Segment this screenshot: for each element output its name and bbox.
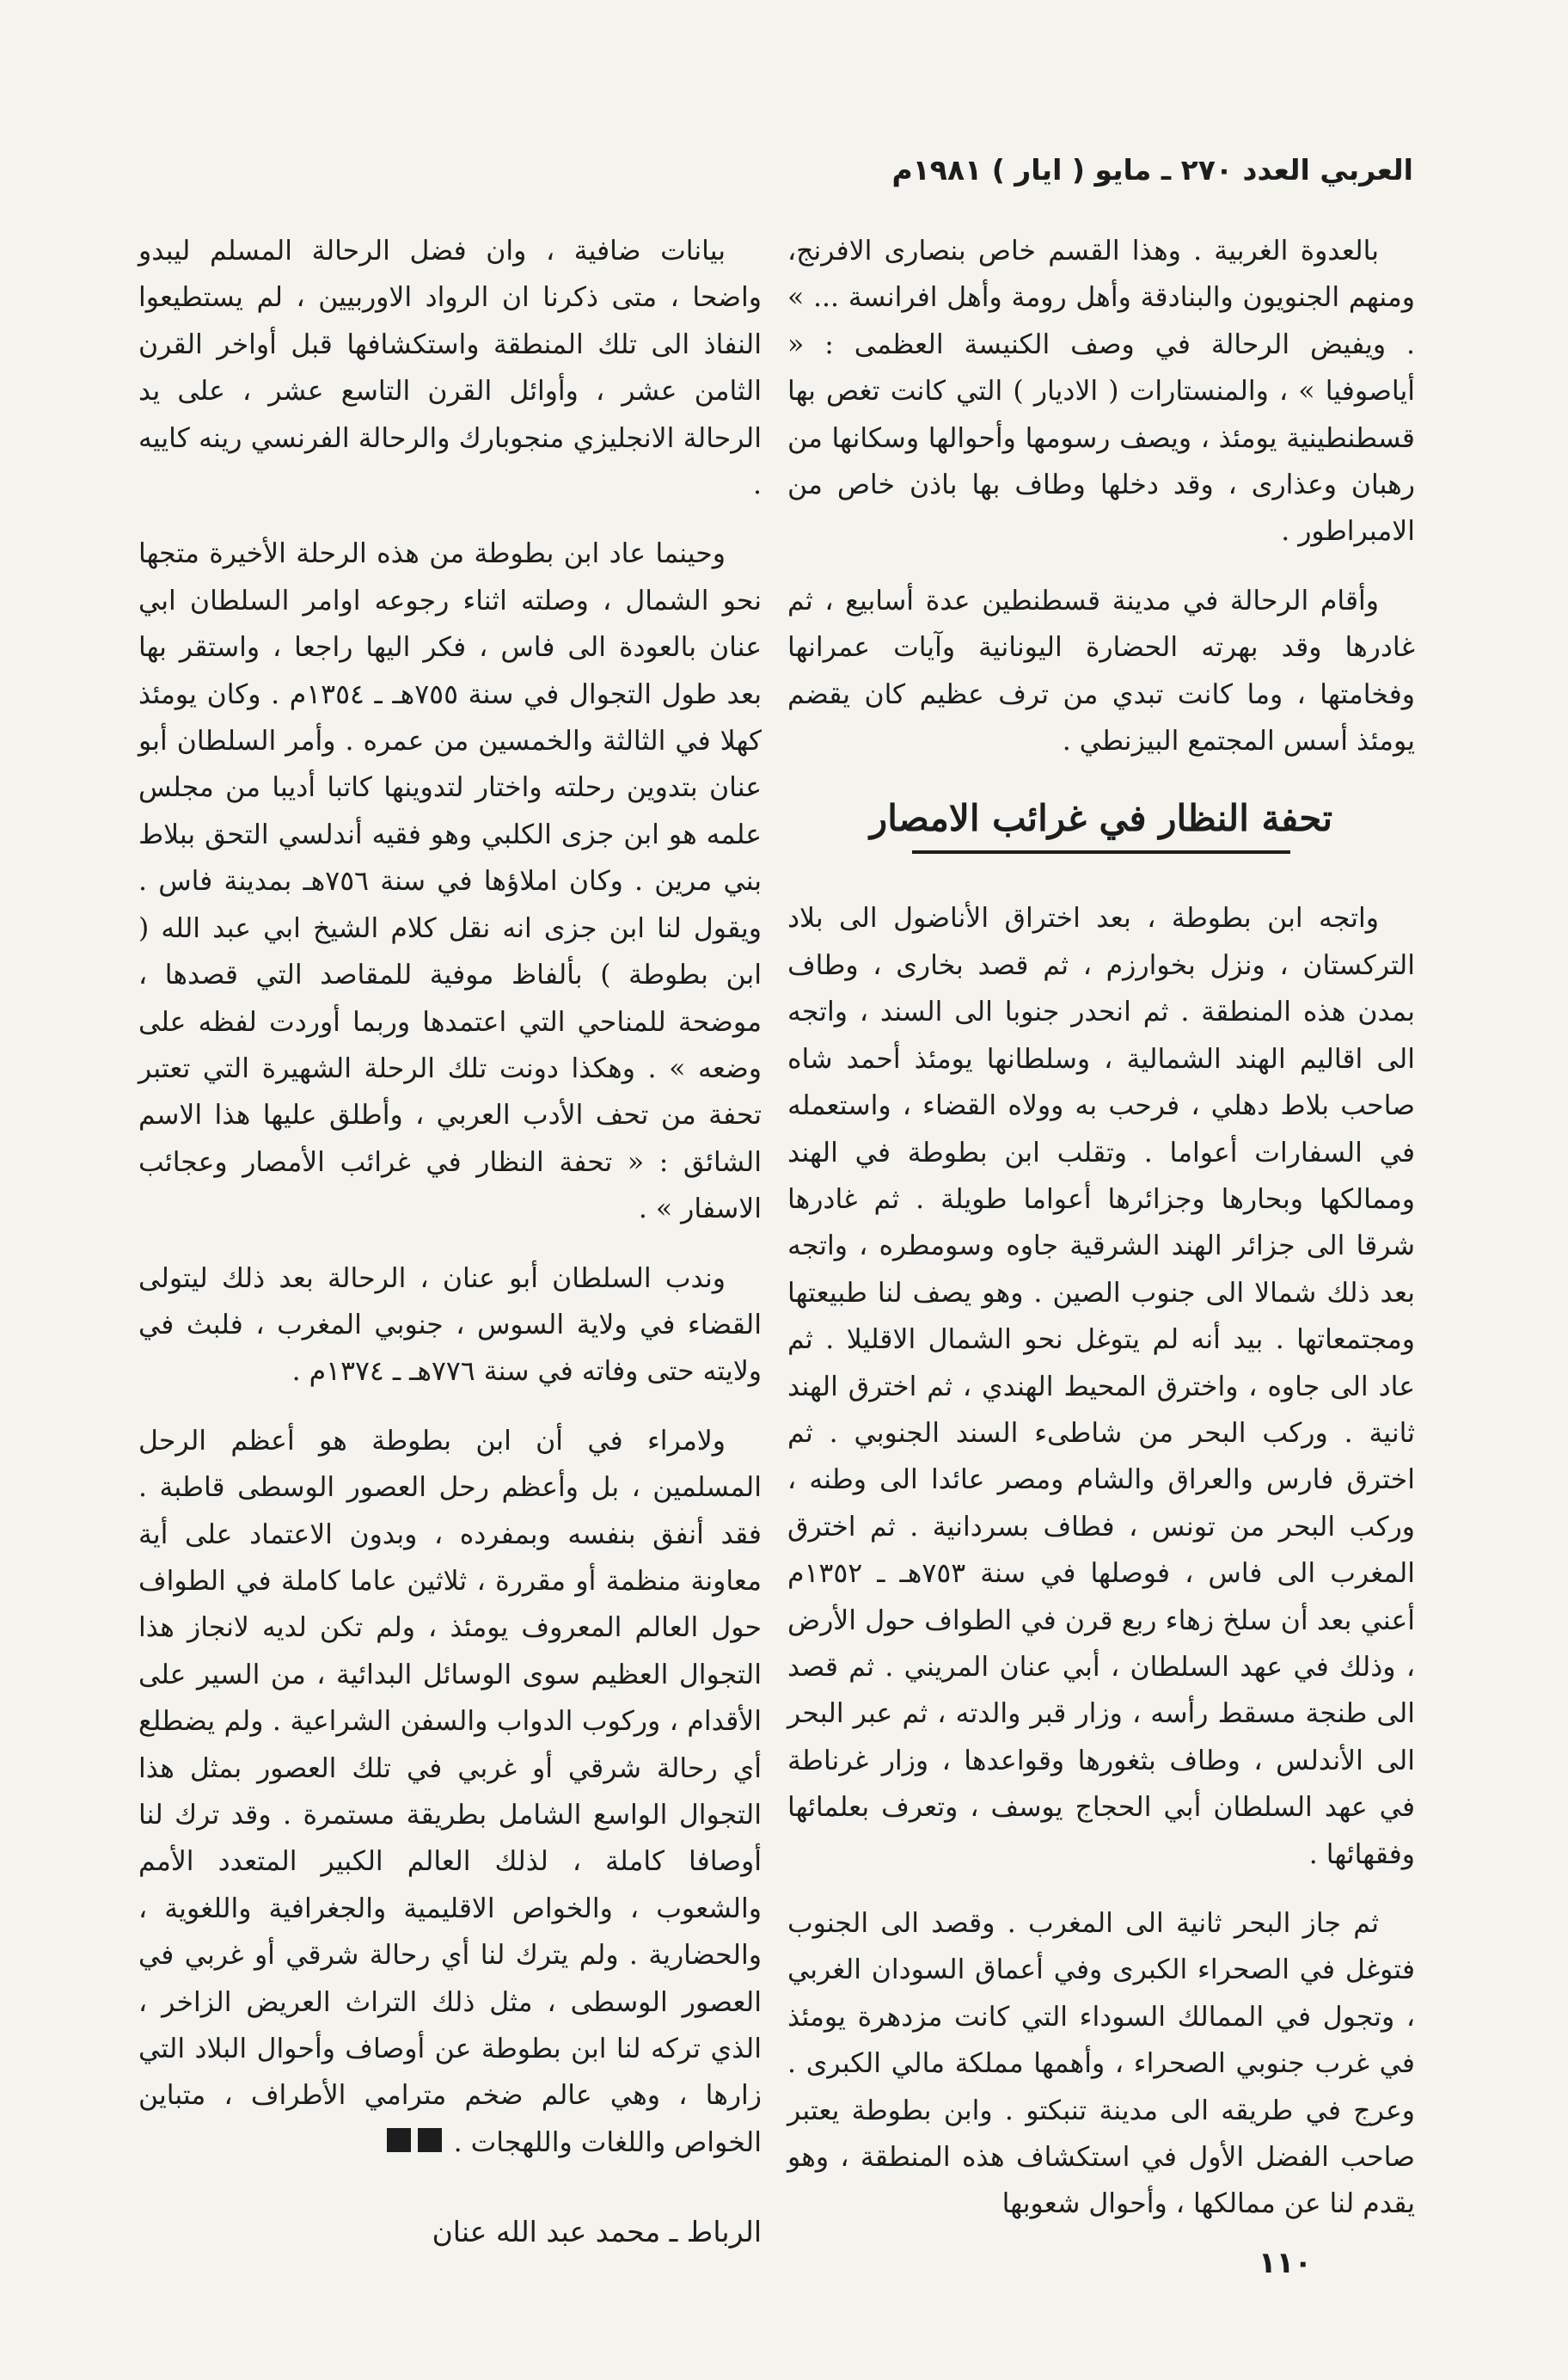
paragraph: بالعدوة الغربية . وهذا القسم خاص بنصارى الافرنج، ومنهم الجنويون والبنادقة وأهل رومة وأهل افرانسة ... » . ويفيض الرحالة في وصف الكنيسة العظمى : « أياصوفيا » ، والمنستارات ( الاديار ) التي كانت تغص بها قسطنطينية يومئذ ، ويصف رسومها وأحوالها وسكانها من رهبان وعذارى ، وقد دخلها وطاف بها باذن خاص من الامبراطور .	[787, 236, 1415, 548]
end-square	[387, 2128, 411, 2152]
page-number: ١١٠	[1258, 2246, 1313, 2280]
paragraph: واتجه ابن بطوطة ، بعد اختراق الأناضول الى بلاد التركستان ، ونزل بخوارزم ، ثم قصد بخارى ، وطاف بمدن هذه المنطقة . ثم انحدر جنوبا الى السند ، واتجه الى اقاليم الهند الشمالية ، وسلطانها يومئذ أحمد شاه صاحب بلاط دهلي ، فرحب به وولاه القضاء ، واستعمله في السفارات أعواما . وتقلب ابن بطوطة في الهند وممالكها وبحارها وجزائرها أعواما طويلة . ثم غادرها شرقا الى جزائر الهند الشرقية جاوه وسومطره ، واتجه بعد ذلك شمالا الى جنوب الصين . وهو يصف لنا طبيعتها ومجتمعاتها . بيد أنه لم يتوغل نحو الشمال الاقليلا . ثم عاد الى جاوه ، واخترق المحيط الهندي ، ثم اخترق الهند ثانية . وركب البحر من شاطىء السند الجنوبي . ثم اخترق فارس والعراق والشام ومصر عائدا الى وطنه ، وركب البحر من تونس ، فطاف بسردانية . ثم اخترق المغرب الى فاس ، فوصلها في سنة ٧٥٣هـ ـ ١٣٥٢م أعني بعد أن سلخ زهاء ربع قرن في الطواف حول الأرض ، وذلك في عهد السلطان ، أبي عنان المريني . ثم قصد الى طنجة مسقط رأسه ، وزار قبر والدته ، ثم عبر البحر الى الأندلس ، وطاف بثغورها وقواعدها ، وزار غرناطة في عهد السلطان أبي الحجاج يوسف ، وتعرف بعلمائها وفقهائها .	[787, 903, 1415, 1870]
section-title: تحفة النظار في غرائب الامصار	[869, 797, 1333, 840]
title-underline	[912, 850, 1290, 854]
paragraph: وحينما عاد ابن بطوطة من هذه الرحلة الأخيرة متجها نحو الشمال ، وصلته اثناء رجوعه اوامر السلطان ابي عنان بالعودة الى فاس ، فكر اليها راجعا ، واستقر بها بعد طول التجوال في سنة ٧٥٥هـ ـ ١٣٥٤م . وكان يومئذ كهلا في الثالثة والخمسين من عمره . وأمر السلطان أبو عنان بتدوين رحلته واختار لتدوينها كاتبا أديبا من مجلس علمه هو ابن جزى الكلبي وهو فقيه أندلسي التحق ببلاط بني مرين . وكان املاؤها في سنة ٧٥٦هـ بمدينة فاس . ويقول لنا ابن جزى انه نقل كلام الشيخ ابي عبد الله ( ابن بطوطة ) بألفاظ موفية للمقاصد التي قصدها ، موضحة للمناحي التي اعتمدها وربما أوردت لفظه على وضعه » . وهكذا دونت تلك الرحلة الشهيرة التي تعتبر تحفة من تحف الأدب العربي ، وأطلق عليها هذا الاسم الشائق : « تحفة النظار في غرائب الأمصار وعجائب الاسفار » .	[138, 538, 762, 1225]
paragraph-last	[138, 1418, 762, 2168]
paragraph: وأقام الرحالة في مدينة قسطنطين عدة أسابيع ، ثم غادرها وقد بهرته الحضارة اليونانية وآيات عمرانها وفخامتها ، وما كانت تبدي من ترف عظيم كان يقضم يومئذ أسس المجتمع البيزنطي .	[787, 585, 1415, 758]
paragraph: ثم جاز البحر ثانية الى المغرب . وقصد الى الجنوب فتوغل في الصحراء الكبرى وفي أعماق السودان الغربي ، وتجول في الممالك السوداء التي كانت مزدهرة يومئذ في غرب جنوبي الصحراء ، وأهمها مملكة مالي الكبرى . وعرج في طريقه الى مدينة تنبكتو . وابن بطوطة يعتبر صاحب الفضل الأول في استكشاف هذه المنطقة ، وهو يقدم لنا عن ممالكها ، وأحوال شعوبها	[787, 1908, 1415, 2220]
paragraph: وندب السلطان أبو عنان ، الرحالة بعد ذلك ليتولى القضاء في ولاية السوس ، جنوبي المغرب ، فلبث في ولايته حتى وفاته في سنة ٧٧٦هـ ـ ١٣٧٤م .	[138, 1262, 762, 1388]
paragraph-text: ولامراء في أن ابن بطوطة هو أعظم الرحل المسلمين ، بل وأعظم رحل العصور الوسطى قاطبة . فقد أنفق بنفسه وبمفرده ، وبدون الاعتماد على أية معاونة منظمة أو مقررة ، ثلاثين عاما كاملة في الطواف حول العالم المعروف يومئذ ، ولم تكن لديه لانجاز هذا التجوال العظيم سوى الوسائل البدائية ، من السير على الأقدام ، وركوب الدواب والسفن الشراعية . ولم يضطلع أي رحالة شرقي أو غربي في تلك العصور بمثل هذا التجوال الواسع الشامل بطريقة مستمرة . وقد ترك لنا أوصافا كاملة ، لذلك العالم الكبير المتعدد الأمم والشعوب ، والخواص الاقليمية والجغرافية واللغوية ، والحضارية . ولم يترك لنا أي رحالة شرقي أو غربي في العصور الوسطى ، مثل ذلك التراث العريض الزاخر ، الذي تركه لنا ابن بطوطة عن أوصاف وأحوال البلاد التي زارها ، وهي عالم ضخم مترامي الأطراف ، متباين الخواص واللغات واللهجات .	[138, 1425, 762, 2158]
paragraph: بيانات ضافية ، وان فضل الرحالة المسلم ليبدو واضحا ، متى ذكرنا ان الرواد الاوربيين ، لم يستطيعوا النفاذ الى تلك المنطقة واستكشافها قبل أواخر القرن الثامن عشر ، وأوائل القرن التاسع عشر ، على يد الرحالة الانجليزي منجوبارك والرحالة الفرنسي رينه كاييه .	[138, 236, 762, 501]
author-signature: الرباط ـ محمد عبد الله عنان	[432, 2214, 762, 2248]
right-column	[787, 228, 1415, 2250]
running-header: العربي العدد ٢٧٠ ـ مايو ( ايار ) ١٩٨١م	[891, 153, 1413, 187]
left-column	[138, 228, 762, 2255]
article-end-marks	[344, 2120, 442, 2167]
end-square	[418, 2128, 442, 2152]
